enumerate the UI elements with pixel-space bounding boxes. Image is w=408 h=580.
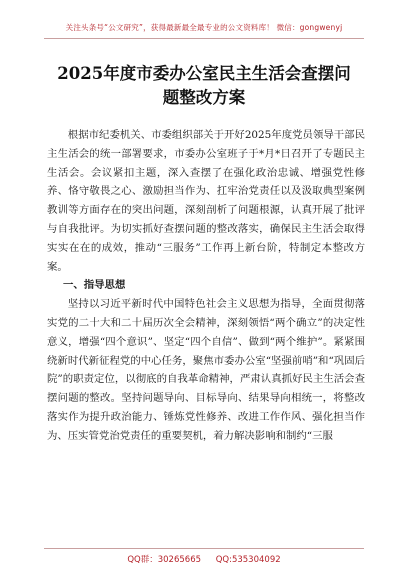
footer-divider [44, 548, 364, 549]
section-paragraph: 坚持以习近平新时代中国特色社会主义思想为指导，全面贯彻落实党的二十大和二十届历次全会精神，深刻领悟“两个确立”的决定性意义，增强“四个意识”、坚定“四个自信”、做到“两个维护”。紧紧围绕新时代新征程党的中心任务，聚焦市委办公室“坚强前哨”和“巩固后院”的职责定位，以彻底的自我革命精神，严肃认真抓好民主生活会查摆问题的整改。坚持问题导向、目标导向、结果导向相统一，将整改落实作为提升政治能力、锤炼党性修养、改进工作作风、强化担当作为、压实管党治党责任的重要契机，着力解决影响和制约“三服 [47, 298, 365, 442]
footer-qq-number: QQ:535304092 [215, 555, 281, 565]
document-body [47, 126, 365, 446]
header-banner: 关注头条号“公文研究”，获得最新最全最专业的公文资料库！ 微信：gongwenyj [65, 23, 343, 32]
footer [0, 553, 408, 565]
section-heading: 一、指导思想 [63, 279, 126, 292]
footer-qq-group: QQ群：30265665 [127, 555, 202, 565]
document-title: 2025年度市委办公室民主生活会查摆问题整改方案 [57, 64, 351, 107]
header-divider [44, 38, 364, 39]
intro-paragraph: 根据市纪委机关、市委组织部关于开好2025年度党员领导干部民主生活会的统一部署要求，市委办公室班子于*月*日召开了专题民主生活会。会议紧扣主题，深入查摆了在强化政治忠诚、增强党性修养、恪守敬畏之心、激励担当作为、扛牢治党责任以及汲取典型案例教训等方面存在的突出问题，深刻剖析了问题根源，认真开展了批评与自我批评。为切实抓好查摆问题的整改落实，确保民主生活会取得实实在在的成效，推动“三服务”工作再上新台阶，特制定本整改方案。 [47, 129, 365, 273]
